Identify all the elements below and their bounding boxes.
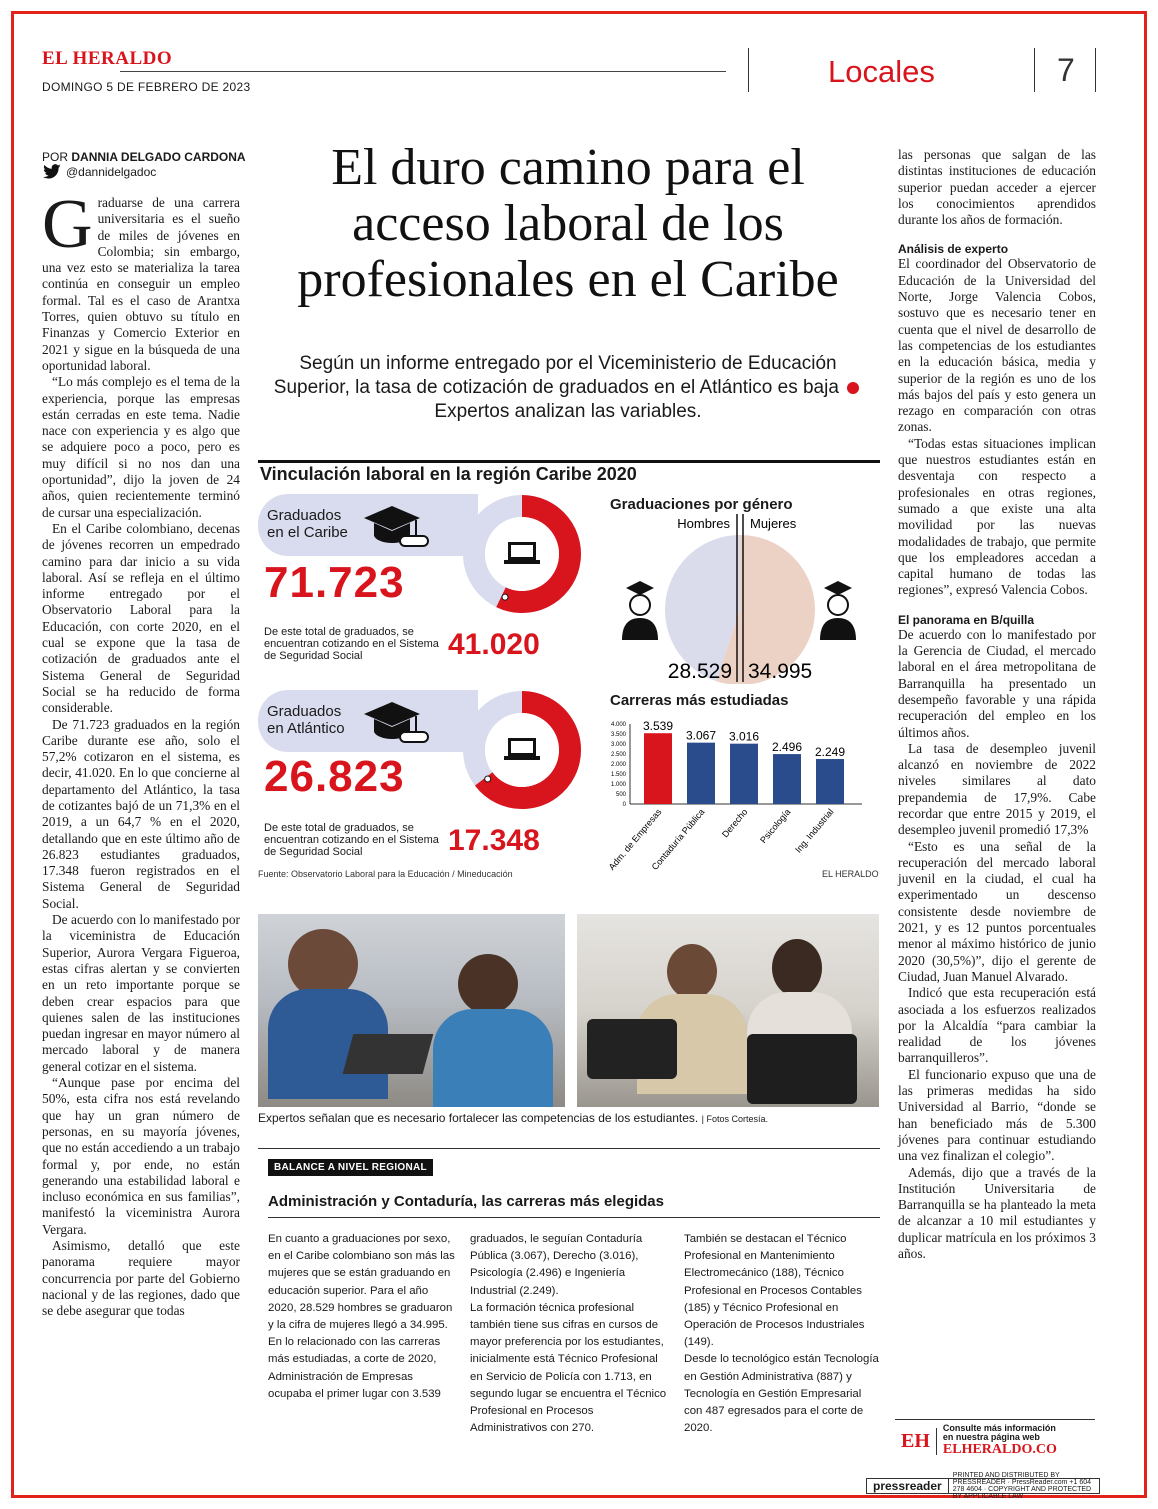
bar-category-label: Contaduría Pública [649, 806, 707, 872]
paragraph [42, 186, 240, 374]
page-number: 7 [1057, 52, 1075, 88]
paragraph: las personas que salgan de las distintas instituciones de educación superior puedan acceder a ejercer los conocimientos aprendidos durante los años de formación. [898, 147, 1096, 228]
man-graduate-icon [622, 581, 658, 640]
caribe-cotizando: 41.020 [448, 628, 540, 661]
masthead[interactable]: EL HERALDO [42, 48, 173, 69]
person-head [772, 939, 822, 997]
section-name[interactable]: Locales [828, 54, 935, 89]
careers-chart-title: Carreras más estudiadas [610, 692, 789, 709]
torso [820, 618, 856, 640]
gender-chart [600, 514, 880, 684]
bar-category-label: Adm. de Empresas [606, 806, 664, 872]
person-head [458, 954, 518, 1014]
deck-part-2: Expertos analizan las variables. [434, 401, 702, 422]
box-paragraph: En cuanto a graduaciones por sexo, en el Caribe colombiano son más las mujeres que se están graduando en educación superior. Para el año 2020, 28.529 hombres se graduaron y la cifra de mujeres llegó a 34.995. [268, 1233, 455, 1332]
bullet-dot [847, 382, 859, 394]
laptop [747, 1034, 857, 1104]
laptop-display [511, 545, 533, 557]
atlantico-label: Graduados en Atlántico [267, 703, 345, 737]
person-body [433, 1009, 553, 1107]
head [630, 595, 650, 615]
paragraph: Indicó que esta recuperación está asociada a los esfuerzos realizados por la Alcaldía “para cambiar la realidad de los jóvenes barranquilleros”. [898, 985, 1096, 1066]
donut-end-dot [502, 594, 508, 600]
headline: El duro camino para el acceso laboral de los profesionales en el Caribe [297, 139, 839, 308]
y-tick-label: 1.000 [610, 782, 626, 788]
atlantico-note: De este total de graduados, se encuentran cotizando en el Sistema de Seguridad Social [264, 822, 439, 858]
subhead: El panorama en B/quilla [898, 612, 1035, 627]
donut-end-dot [485, 776, 491, 782]
laptop-base [504, 756, 540, 760]
box-column-1 [268, 1231, 458, 1403]
box-paragraph: Desde lo tecnológico están Tecnología en Gestión Administrativa (887) y Tecnología en Gestión Empresarial con 487 egresados para el corte de 2020. [684, 1353, 879, 1435]
paragraph: De acuerdo con lo manifestado por la Gerencia de Ciudad, el mercado laboral en el área metropolitana de Barranquilla ha presentado un desempeño favorable y una rápida recuperación del empleo en los últimos años. [898, 626, 1096, 740]
y-tick-label: 2.000 [610, 762, 626, 768]
article-column-3 [898, 147, 1096, 1262]
caribe-donut [462, 494, 582, 614]
graduation-diploma-icon [360, 500, 430, 552]
paragraph: “Esto es una señal de la recuperación del mercado laboral juvenil en la ciudad, el cual ha experimentado un descenso consistente desde noviembre de 2021, y es 12 puntos porcentuales menor al máximo histórico de junio 2020 (30,5%)”, dijo el gerente de Ciudad, Juan Manuel Alvarado. [898, 838, 1096, 984]
infographic-title: Vinculación laboral en la región Caribe 2020 [260, 464, 637, 484]
bar [730, 744, 758, 804]
paragraph-text: raduarse de una carrera universitaria es el sueño de miles de jóvenes en Colombia; sin embargo, una vez esto se materializa la tarea continúa en conseguir un empleo formal. Tal es el caso de Arantxa Torres, quien obtuvo su título en Finanzas y Comercio Exterior en 2021 y sigue en la búsqueda de una oportunidad laboral. [42, 195, 240, 373]
twitter-icon [42, 164, 62, 180]
pressreader-logo: pressreader [867, 1479, 949, 1493]
paragraph: Además, dijo que a través de la Institución Universitaria de Barranquilla se ha planteado la meta de alcanzar a 10 mil estudiantes y duplicar matrícula en los próximos 3 años. [898, 1164, 1096, 1261]
bar [816, 759, 844, 804]
pressreader-bar[interactable] [866, 1472, 1100, 1500]
y-tick-label: 2.500 [610, 752, 626, 758]
bar-value-label: 2.249 [814, 745, 846, 760]
paragraph: La tasa de desempleo juvenil alcanzó en noviembre de 2022 niveles similares al dato prepandemia de 17,9%. Cabe recordar que entre 2015 y 2019, el desempleo juvenil promedió 17,3% [898, 740, 1096, 838]
y-tick-label: 1.500 [610, 772, 626, 778]
bar-value-label: 2.496 [771, 740, 803, 755]
legend-mujeres: Mujeres [750, 516, 797, 531]
bar-category-label: Psicología [758, 806, 793, 846]
eh-logo: EH [895, 1428, 937, 1455]
paragraph: De 71.723 graduados en la región Caribe durante ese año, solo el 57,2% cotizaron en el sistema, es decir, 41.020. En lo que concierne al departamento del Atlántico, la tasa de cotizantes bajó de un 71,3% en el 2019, a un 64,7 % en el 2020, detallando que en este último año de 26.823 estudiantes graduados, 17.348 fueron registrados en el Sistema General de Seguridad Social. [42, 716, 240, 911]
footer-rule [895, 1419, 1095, 1420]
drop-cap: G [42, 186, 93, 263]
atlantico-cotizando: 17.348 [448, 824, 540, 857]
infographic-credit: EL HERALDO [822, 869, 879, 879]
box-paragraph: graduados, le seguían Contaduría Pública (3.067), Derecho (3.016), Psicología (2.496) e Ingeniería Industrial (2.249). [470, 1233, 643, 1297]
paragraph: En el Caribe colombiano, decenas de jóvenes recorren un empedrado camino para dar inicio a su vida laboral. Así se refleja en el último informe entregado por el Observatorio Laboral para la Educación, con corte 2020, en el cual se expone que la tasa de cotización de graduados ante el Sistema General de Seguridad Social se ha reducido de forma considerable. [42, 520, 240, 716]
infographic-source: Fuente: Observatorio Laboral para la Educación / Mineducación [258, 869, 513, 879]
bar-category-label: Ing. Industrial [793, 806, 836, 855]
website-link[interactable]: ELHERALDO.CO [942, 1442, 1057, 1457]
subhead: Análisis de experto [898, 242, 1009, 257]
caption-credit: | Fotos Cortesía. [701, 1114, 768, 1124]
box-column-2 [470, 1231, 668, 1437]
header-divider [1095, 48, 1096, 92]
atlantico-total: 26.823 [264, 752, 405, 801]
person-head [667, 944, 717, 999]
gender-chart-title: Graduaciones por género [610, 496, 793, 513]
box-rule [258, 1148, 880, 1149]
caribe-label: Graduados en el Caribe [267, 507, 348, 541]
laptop-icon [504, 738, 540, 760]
paragraph: “Lo más complejo es el tema de la experiencia, porque las empresas están cerradas en este tema. Nadie nace con experiencia y es algo que se adquiere poco a poco, pero es muy difícil si no nos dan una oportunidad”, dijo la joven de 24 años, quien recientemente terminó de cursar una especialización. [42, 374, 240, 520]
consult-text: Consulte más información en nuestra página web [942, 1423, 1056, 1442]
article-column-1 [42, 186, 240, 1319]
bar-value-label: 3.539 [642, 719, 674, 734]
laptop-base [504, 560, 540, 564]
laptop [343, 1034, 434, 1074]
byline-prefix: POR [42, 150, 69, 164]
y-tick-label: 500 [615, 792, 626, 798]
woman-graduate-icon [820, 581, 856, 640]
photo-caption [258, 1111, 768, 1125]
photo-students-right [577, 914, 879, 1107]
cap [626, 581, 654, 595]
graduation-diploma-icon [360, 696, 430, 748]
bar [773, 754, 801, 804]
cap [824, 581, 852, 595]
box-title: Administración y Contaduría, las carreras más elegidas [268, 1193, 664, 1210]
byline-author[interactable]: DANNIA DELGADO CARDONA [71, 150, 246, 164]
box-paragraph: La formación técnica profesional también tiene sus cifras en cursos de mayor preferencia por los estudiantes, inicialmente está Técnico Profesional en Servicio de Policía con 1.713, en segundo lugar se encuentra el Técnico Profesional en Procesos Administrativos con 270. [470, 1301, 667, 1435]
footer-promo[interactable] [895, 1424, 1063, 1458]
y-tick-label: 3.000 [610, 742, 626, 748]
careers-bar-chart [600, 712, 880, 872]
bar-category-label: Derecho [719, 806, 750, 840]
caribe-note: De este total de graduados, se encuentran cotizando en el Sistema de Seguridad Social [264, 626, 439, 662]
value-mujeres: 34.995 [748, 660, 813, 683]
paragraph: El funcionario expuso que una de las primeras medidas ha sido Universidad al Barrio, “donde se han beneficiado más de 5.300 jóvenes para continuar estudiando una vez finalizan el colegio”. [898, 1066, 1096, 1164]
y-tick-label: 0 [622, 802, 626, 808]
head [828, 595, 848, 615]
box-paragraph: En lo relacionado con las carreras más estudiadas, a corte de 2020, Administración de Empresas ocupaba el primer lugar con 3.539 [268, 1336, 441, 1400]
laptop [587, 1019, 677, 1079]
deck [262, 352, 874, 424]
caption-text: Expertos señalan que es necesario fortalecer las competencias de los estudiantes. [258, 1111, 699, 1125]
masthead-rule [120, 71, 726, 72]
atlantico-donut [462, 690, 582, 810]
paragraph: Asimismo, detalló que este panorama requiere mayor concurrencia por parte del Gobierno nacional y de las regiones, dado que se debe asegurar que todas [42, 1238, 240, 1319]
legend-hombres: Hombres [677, 516, 730, 531]
twitter-handle[interactable] [42, 164, 156, 180]
paragraph: “Aunque pase por encima del 50%, esta cifra nos está revelando que hay un gran número de personas, en su mayoría jóvenes, que no están accediendo a un trabajo formal y, por ende, no están generando una estabilidad laboral e incluso económica en sus familias”, manifestó la viceministra Aurora Vergara. [42, 1075, 240, 1237]
value-hombres: 28.529 [667, 660, 732, 683]
header-divider [748, 48, 749, 92]
y-tick-label: 4.000 [610, 722, 626, 728]
laptop-display [511, 741, 533, 753]
deck-part-1: Según un informe entregado por el Viceministerio de Educación Superior, la tasa de cotización de graduados en el Atlántico es baja [273, 353, 839, 398]
bar-value-label: 3.067 [685, 728, 717, 743]
photo-students-left [258, 914, 565, 1107]
pressreader-text: PRINTED AND DISTRIBUTED BY PRESSREADER · PressReader.com +1 604 278 4604 · COPYRIGHT AND PROTECTED BY APPLICABLE LAW [952, 1472, 1092, 1500]
paragraph: “Todas estas situaciones implican que nuestros estudiantes están en desventaja con respecto a profesionales en otras regiones, sumado a que existe una alta movilidad por las nuevas modalidades de trabajo, que permite que los empleadores accedan a capital humano de todas las regiones”, expresó Valencia Cobos. [898, 435, 1096, 598]
twitter-handle-text: @dannidelgadoc [66, 165, 157, 179]
box-tag: BALANCE A NIVEL REGIONAL [268, 1159, 433, 1176]
paragraph: De acuerdo con lo manifestado por la viceministra de Educación Superior, Aurora Vergara Figueroa, estas cifras alertan y se convierten en un reto importante porque se deben crear espacios para que quienes salen de las instituciones puedan ingresar en mayor número al mercado laboral y de manera general cotizar en el sistema. [42, 912, 240, 1074]
bar [644, 733, 672, 804]
caribe-total: 71.723 [264, 558, 405, 607]
box-rule [268, 1217, 880, 1218]
laptop-icon [504, 542, 540, 564]
y-tick-label: 3.500 [610, 732, 626, 738]
paragraph: El coordinador del Observatorio de Educación de la Universidad del Norte, Jorge Valencia Cobos, sostuvo que es necesario tener en cuenta que el nivel de desarrollo de las competencias de los estudiantes en la educación básica, media y superior de la región es uno de los más bajos del país y esto genera un rezago en comparación con otras zonas. [898, 256, 1096, 435]
dateline: DOMINGO 5 DE FEBRERO DE 2023 [42, 80, 251, 94]
torso [622, 618, 658, 640]
infographic-rule [258, 460, 880, 463]
box-paragraph: También se destacan el Técnico Profesional en Mantenimiento Electromecánico (188), Técnico Profesional en Procesos Contables (185) y Técnico Profesional en Operación de Procesos Industriales (149). [684, 1233, 865, 1349]
header-divider [1034, 48, 1035, 92]
box-column-3 [684, 1231, 880, 1437]
bar-value-label: 3.016 [728, 729, 760, 744]
byline [42, 150, 246, 164]
bar [687, 743, 715, 804]
